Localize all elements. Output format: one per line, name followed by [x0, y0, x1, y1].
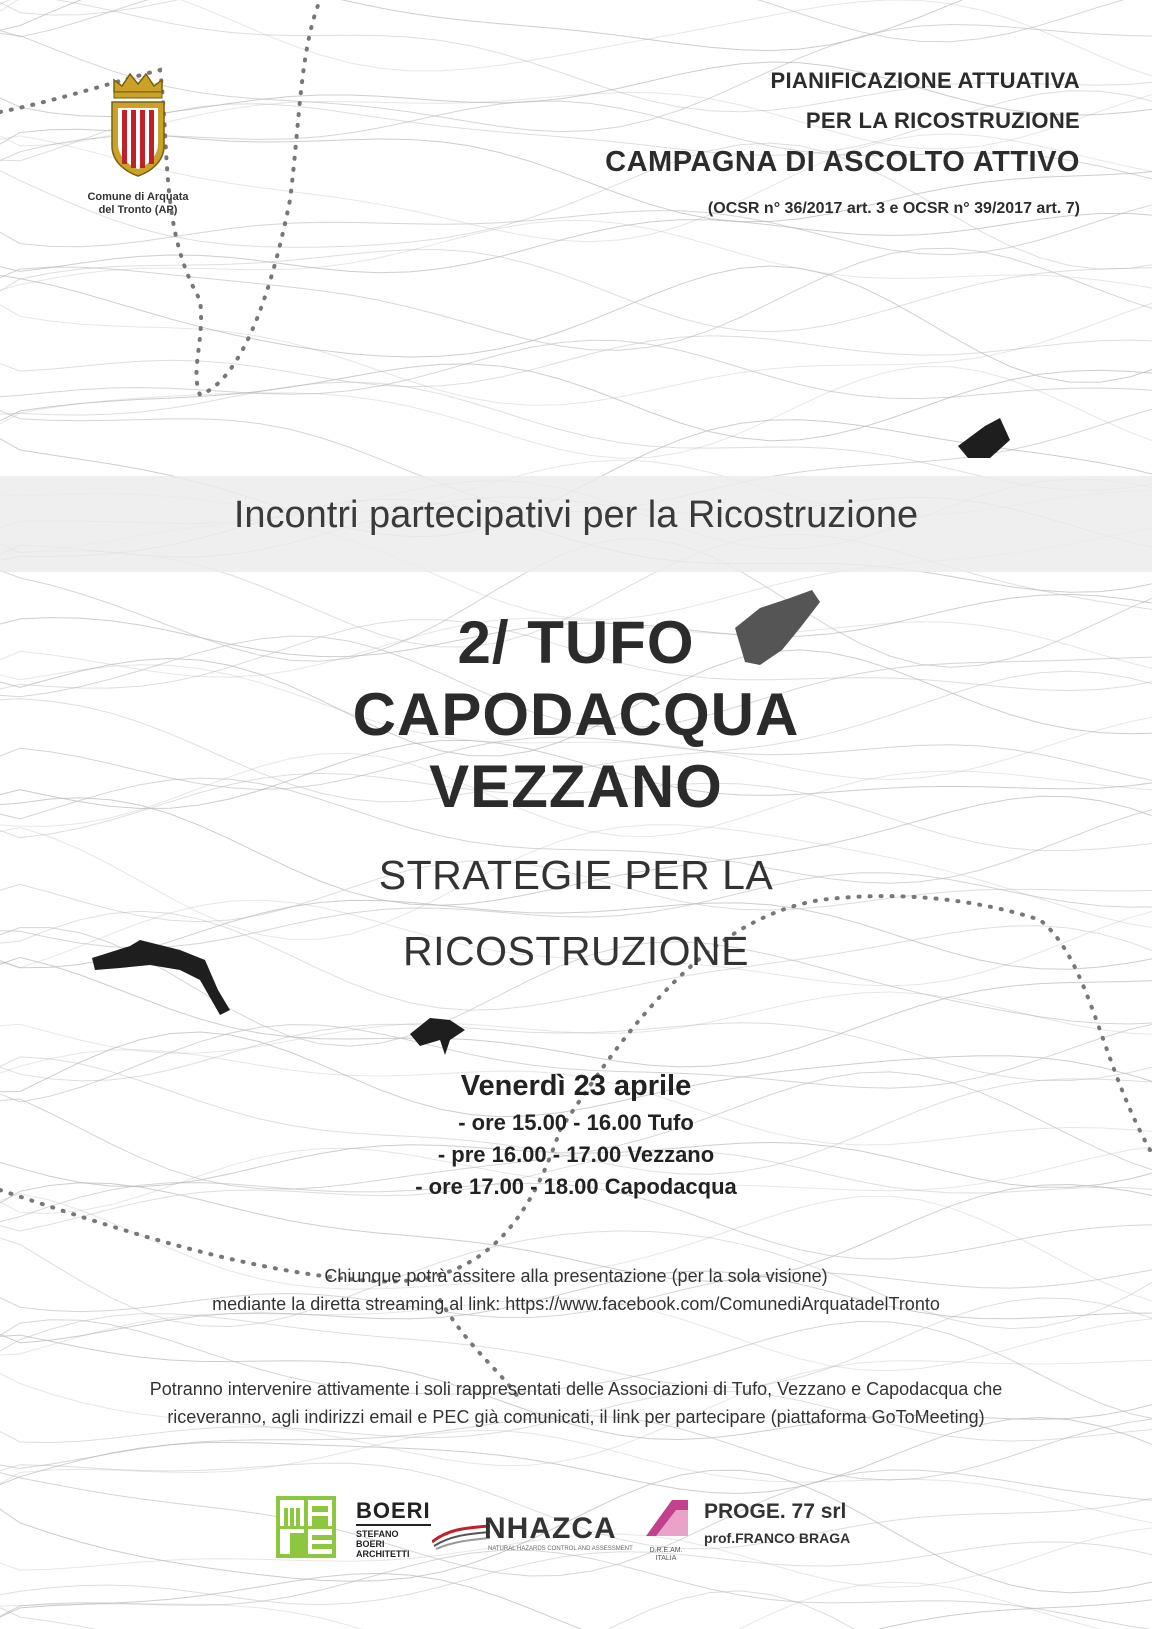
participation-info-line: riceveranno, agli indirizzi email e PEC già comunicati, il link per partecipare (piattaforma GoToMeeting): [167, 1407, 985, 1427]
boeri-logo-mark: BOERI: [356, 1498, 431, 1526]
contour-line: [0, 299, 1152, 405]
nhazca-wave-icon: [432, 1520, 492, 1550]
contour-line: [0, 1573, 1152, 1629]
header-line-planning: PIANIFICAZIONE ATTUATIVA: [770, 68, 1080, 93]
contour-line: [0, 248, 1152, 350]
nhazca-logo-name: NHAZCA: [484, 1512, 617, 1545]
streaming-info-line: Chiunque potrà assitere alla presentazione (per la sola visione): [324, 1266, 828, 1286]
contour-line: [0, 221, 1152, 293]
schedule-item: - ore 17.00 - 18.00 Capodacqua: [415, 1174, 737, 1199]
participation-info: [0, 1375, 1152, 1431]
dream-logo-line: ITALIA: [655, 1555, 677, 1562]
header-line-reconstruction: PER LA RICOSTRUZIONE: [805, 108, 1080, 133]
header-line-campaign: CAMPAGNA DI ASCOLTO ATTIVO: [605, 146, 1080, 178]
proge-person: prof.FRANCO BRAGA: [704, 1530, 851, 1546]
crest-caption-line: Comune di Arquata: [87, 191, 189, 203]
participation-info-line: Potranno intervenire attivamente i soli rappresentati delle Associazioni di Tufo, Vezzano e Capodacqua che: [149, 1379, 1003, 1399]
dream-logo-mark: [642, 1496, 690, 1540]
municipality-crest-block: [80, 68, 196, 217]
contour-line: [0, 364, 1152, 441]
proge-logo: [704, 1500, 850, 1546]
band-title: Incontri partecipativi per la Ricostruzione: [233, 494, 919, 536]
nhazca-logo-tagline: NATURAL HAZARDS CONTROL AND ASSESSMENT: [488, 1546, 633, 1552]
boeri-logo: [356, 1498, 431, 1559]
nhazca-logo: [432, 1508, 633, 1554]
schedule-list: [0, 1107, 1152, 1203]
boeri-logo-line: ARCHITETTI: [356, 1549, 410, 1559]
boeri-logo-text: [356, 1529, 431, 1559]
mate-logo: [276, 1496, 336, 1558]
event-title-line: 2/ TUFO: [457, 609, 695, 676]
contour-line: [0, 0, 1152, 15]
boeri-logo-line: STEFANO: [356, 1529, 399, 1539]
streaming-info: [0, 1262, 1152, 1318]
streaming-link-line[interactable]: mediante la diretta streaming al link: https://www.facebook.com/ComunediArquatadelTronto: [212, 1294, 940, 1314]
header-line-ordinance: (OCSR n° 36/2017 art. 3 e OCSR n° 39/2017 art. 7): [707, 200, 1080, 217]
crest-icon: [102, 68, 174, 178]
dream-logo: [638, 1496, 694, 1562]
crest-caption: [80, 191, 196, 217]
contour-line: [0, 1591, 1152, 1629]
event-title-line: CAPODACQUA: [352, 681, 800, 748]
event-subtitle-line: STRATEGIE PER LA: [378, 852, 774, 898]
dream-logo-label: [638, 1547, 694, 1563]
event-subtitle-line: RICOSTRUZIONE: [403, 928, 749, 974]
event-date: Venerdì 23 aprile: [460, 1070, 692, 1102]
schedule-item: - pre 16.00 - 17.00 Vezzano: [437, 1142, 715, 1167]
contour-line: [0, 336, 1152, 387]
event-title-line: VEZZANO: [429, 753, 723, 820]
dream-logo-line: D.R.E.AM.: [649, 1547, 683, 1554]
contour-line: [0, 340, 1152, 398]
proge-name: PROGE. 77 srl: [704, 1500, 847, 1523]
crest-caption-line: del Tronto (AP): [98, 204, 178, 216]
contour-line: [0, 0, 1152, 42]
schedule-item: - ore 15.00 - 16.00 Tufo: [458, 1110, 694, 1135]
contour-line: [0, 992, 1152, 1053]
boeri-logo-line: BOERI: [356, 1539, 385, 1549]
